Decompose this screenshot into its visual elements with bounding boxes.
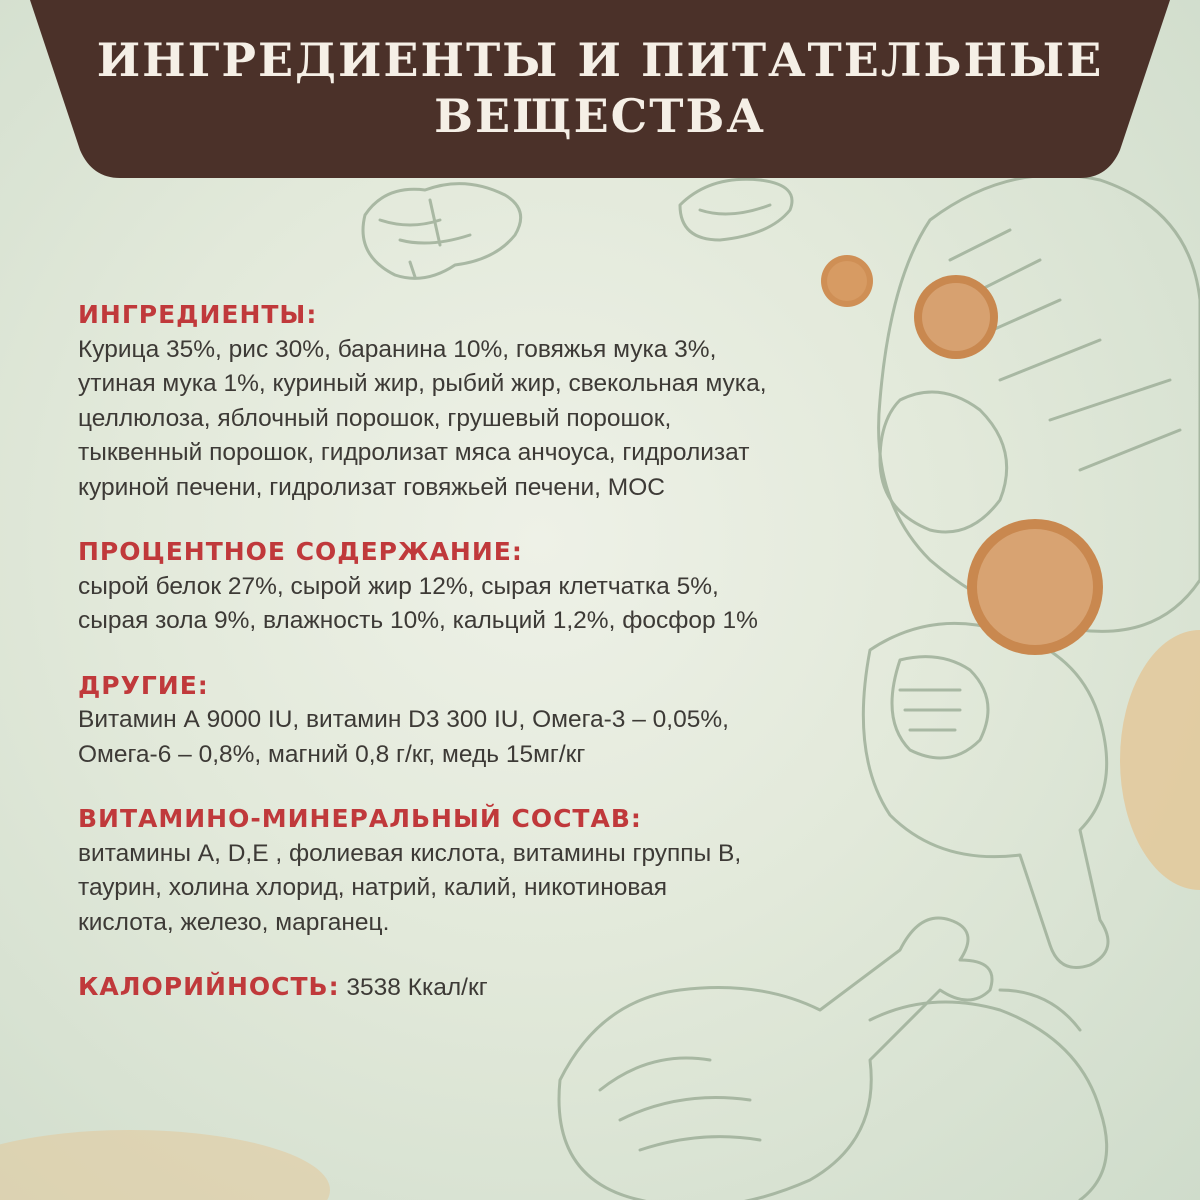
section-percent: [78, 535, 878, 639]
section-other: [78, 669, 878, 773]
page-title: [0, 32, 1200, 144]
header-banner: [0, 0, 1200, 180]
meat-sketch-icon: [363, 179, 792, 278]
section-vitamins: [78, 802, 878, 940]
calories-heading: КАЛОРИЙНОСТЬ:: [78, 972, 340, 1001]
other-heading: ДРУГИЕ:: [78, 670, 209, 700]
vitamins-heading: ВИТАМИНО-МИНЕРАЛЬНЫЙ СОСТАВ:: [78, 804, 642, 833]
ingredients-text: Курица 35%, рис 30%, баранина 10%, говяжья мука 3%, утиная мука 1%, куриный жир, рыбий жир, свекольная мука, целлюлоза, яблочный порошок, грушевый порошок, тыквенный порошок, гидролизат мяса анчоуса, гидролизат куриной печени, гидролизат говяжьей печени, МОС: [78, 335, 767, 501]
percent-text: сырой белок 27%, сырой жир 12%, сырая клетчатка 5%, сырая зола 9%, влажность 10%, кальций 1,2%, фосфор 1%: [78, 572, 758, 634]
section-calories: [78, 970, 878, 1006]
ingredients-heading: ИНГРЕДИЕНТЫ:: [78, 300, 318, 329]
title-line-2: ВЕЩЕСТВА: [434, 89, 766, 143]
section-ingredients: [78, 298, 878, 505]
composition-content: [78, 298, 878, 1036]
vitamins-text: витамины А, D,E , фолиевая кислота, витамины группы В, таурин, холина хлорид, натрий, калий, никотиновая кислота, железо, марганец.: [78, 839, 742, 936]
meat-chop-sketch-icon: [863, 623, 1108, 967]
other-text: Витамин А 9000 IU, витамин D3 300 IU, Омега-3 – 0,05%, Омега-6 – 0,8%, магний 0,8 г/кг, медь 15мг/кг: [78, 706, 729, 768]
title-line-1: ИНГРЕДИЕНТЫ И ПИТАТЕЛЬНЫЕ: [96, 33, 1104, 87]
percent-heading: ПРОЦЕНТНОЕ СОДЕРЖАНИЕ:: [78, 537, 523, 566]
calories-value: 3538 Ккал/кг: [339, 974, 488, 1001]
